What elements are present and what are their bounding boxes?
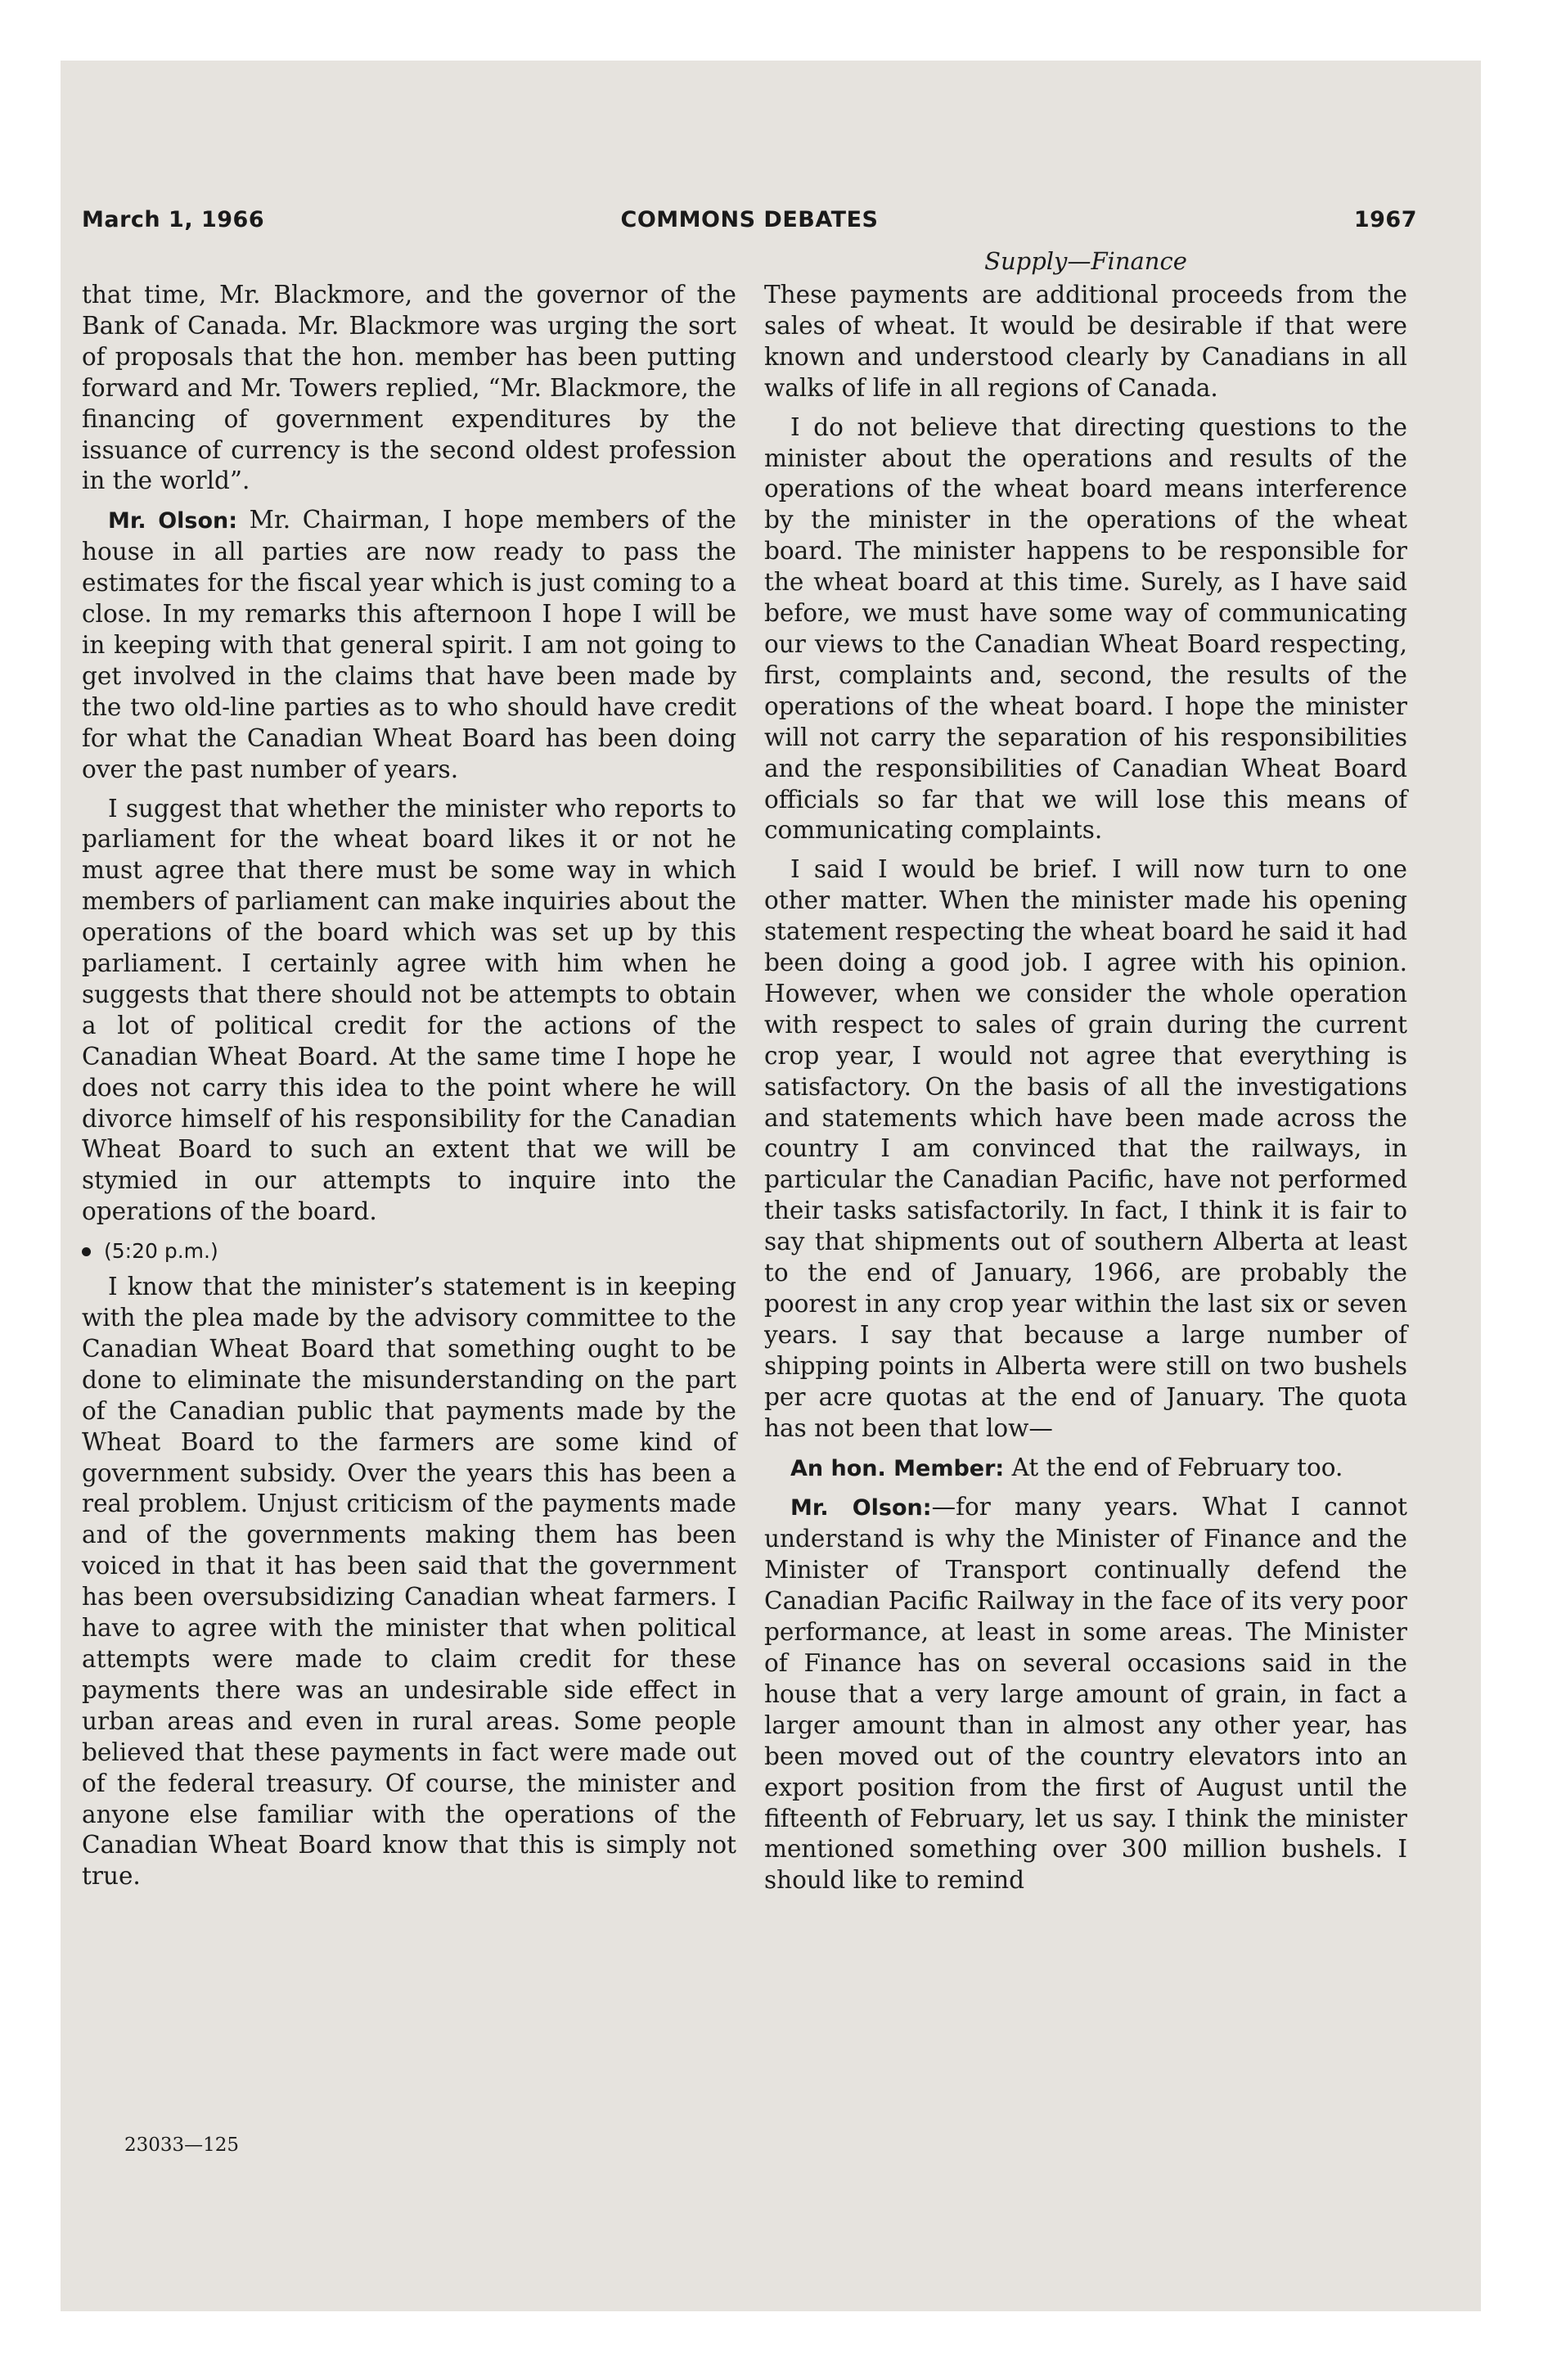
paragraph: I said I would be brief. I will now turn to one other matter. When the minister made his opening statement respecting the wheat board he said it had been doing a good job. I agree with his opinion. However, when we consider the whole operation with respect to sales of grain during the current crop year, I would not agree that everything is satisfactory. On the basis of all the investigations and statements which have been made across the country I am convinced that the railways, in particular the Canadian Pacific, have not performed their tasks satisfactorily. In fact, I think it is fair to say that shipments out of southern Alberta at least to the end of January, 1966, are probably the poorest in any crop year within the last six or seven years. I say that because a large number of shipping points in Alberta were still on two bushels per acre quotas at the end of January. The quota has not been that low— (764, 855, 1407, 1442)
speaker-name: Mr. Olson: (108, 508, 238, 534)
header-title: COMMONS DEBATES (620, 207, 879, 232)
paragraph (82, 505, 736, 785)
header-date: March 1, 1966 (82, 207, 265, 232)
paragraph (764, 1453, 1407, 1485)
header-page-number: 1967 (1353, 207, 1417, 232)
paragraph: These payments are additional proceeds from the sales of wheat. It would be desirable if that were known and understood clearly by Canadians in all walks of life in all regions of Canada. (764, 281, 1407, 402)
paragraph-text: At the end of February too. (1011, 1453, 1343, 1481)
paragraph: that time, Mr. Blackmore, and the governor of the Bank of Canada. Mr. Blackmore was urging the sort of proposals that the hon. member has been putting forward and Mr. Towers replied, “Mr. Blackmore, the financing of government expenditures by the issuance of currency is the second oldest profession in the world”. (82, 281, 736, 495)
paragraph-text: —for many years. What I cannot understand is why the Minister of Finance and the Minister of Transport continually defend the Canadian Pacific Railway in the face of its very poor performance, at least in some areas. The Minister of Finance has on several occasions said in the house that a very large amount of grain, in fact a larger amount than in almost any other year, has been moved out of the country elevators into an export position from the first of August until the fifteenth of February, let us say. I think the minister mentioned something over 300 million bushels. I should like to remind (764, 1493, 1407, 1895)
bullet-icon (82, 1247, 91, 1256)
paragraph: I suggest that whether the minister who reports to parliament for the wheat board likes it or not he must agree that there must be some way in which members of parliament can make inquiries about the operations of the board which was set up by this parliament. I certainly agree with him when he suggests that there should not be attempts to obtain a lot of political credit for the actions of the Canadian Wheat Board. At the same time I hope he does not carry this idea to the point where he will divorce himself of his responsibility for the Canadian Wheat Board to such an extent that we will be stymied in our attempts to inquire into the operations of the board. (82, 794, 736, 1226)
page-header (82, 207, 1417, 243)
timestamp (82, 1236, 736, 1267)
right-column (764, 280, 1407, 1896)
timestamp-text: (5:20 p.m.) (104, 1239, 218, 1264)
speaker-name: Mr. Olson: (790, 1495, 932, 1521)
running-head: Supply—Finance (984, 247, 1187, 275)
left-column (82, 280, 736, 1892)
paragraph-text: Mr. Chairman, I hope members of the house in all parties are now ready to pass the estimates for the fiscal year which is just coming to a close. In my remarks this afternoon I hope I will be in keeping with that general spirit. I am not going to get involved in the claims that have been made by the two old-line parties as to who should have credit for what the Canadian Wheat Board has been doing over the past number of years. (82, 506, 736, 783)
speaker-name: An hon. Member: (790, 1455, 1005, 1481)
paragraph: I know that the minister’s statement is in keeping with the plea made by the advisory committee to the Canadian Wheat Board that something ought to be done to eliminate the misunderstanding on the part of the Canadian public that payments made by the Wheat Board to the farmers are some kind of government subsidy. Over the years this has been a real problem. Unjust criticism of the payments made and of the governments making them has been voiced in that it has been said that the government has been oversubsidizing Canadian wheat farmers. I have to agree with the minister that when political attempts were made to claim credit for these payments there was an undesirable side effect in urban areas and even in rural areas. Some people believed that these payments in fact were made out of the federal treasury. Of course, the minister and anyone else familiar with the operations of the Canadian Wheat Board know that this is simply not true. (82, 1273, 736, 1891)
paragraph: I do not believe that directing questions to the minister about the operations and results of the operations of the wheat board means interference by the minister in the operations of the wheat board. The minister happens to be responsible for the wheat board at this time. Surely, as I have said before, we must have some way of communicating our views to the Canadian Wheat Board respecting, first, complaints and, second, the results of the operations of the wheat board. I hope the minister will not carry the separation of his responsibilities and the responsibilities of Canadian Wheat Board officials so far that we will lose this means of communicating complaints. (764, 412, 1407, 845)
footer-code: 23033—125 (124, 2134, 240, 2156)
paragraph (764, 1492, 1407, 1896)
